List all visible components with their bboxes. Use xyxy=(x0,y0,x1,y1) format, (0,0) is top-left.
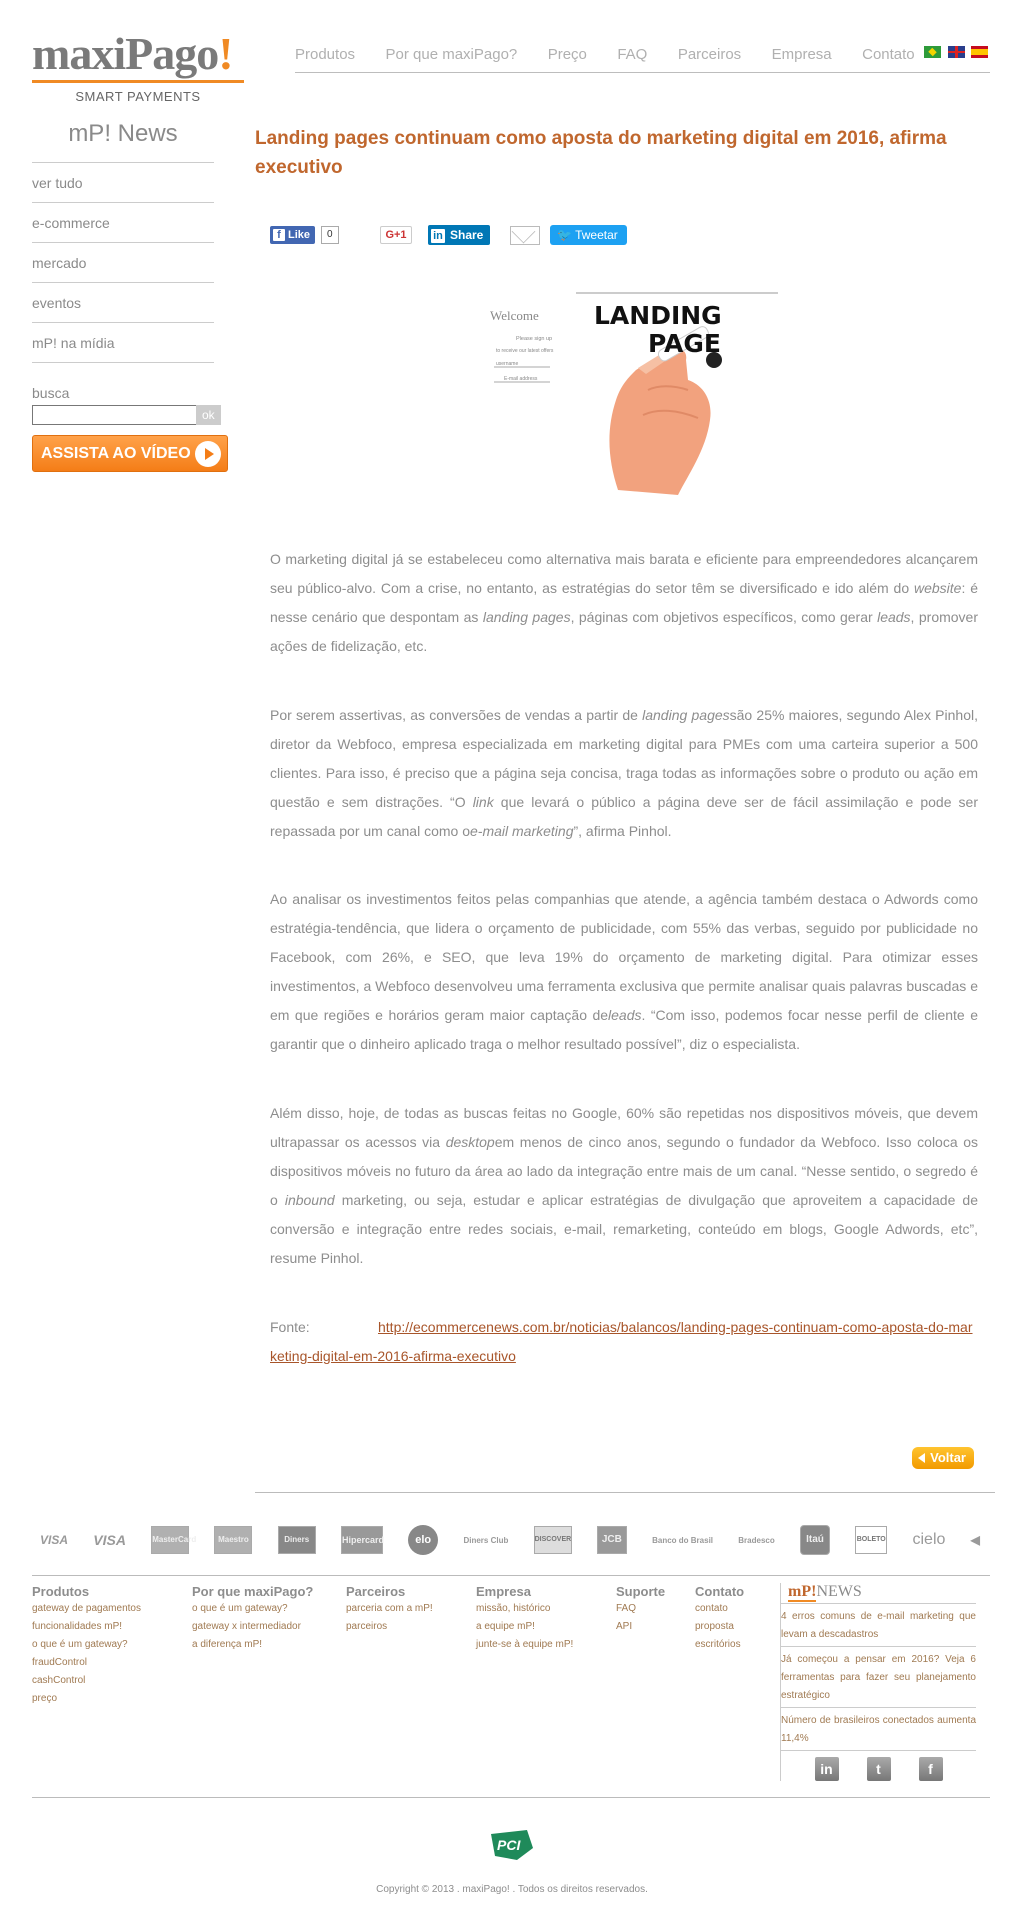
footer-col-produtos xyxy=(32,1583,141,1708)
hero-form-line3: username xyxy=(496,361,519,367)
facebook-icon[interactable]: f xyxy=(919,1757,943,1781)
hero-form-line2: to receive our latest offers xyxy=(496,348,554,354)
sidebar xyxy=(32,120,214,472)
banco-do-brasil-logo: Banco do Brasil xyxy=(652,1535,714,1545)
text-run: O marketing digital já se estabeleceu como alternativa mais barata e eficiente para empreendedores alcançarem seu público-alvo. Com a crise, no entanto, as estratégias do setor têm se diversificado e ido além do xyxy=(270,551,978,596)
footer-col-contato xyxy=(695,1583,744,1654)
text-run-italic: leads xyxy=(608,1007,642,1023)
pci-logo xyxy=(487,1828,537,1862)
mastercard-logo: MasterCard xyxy=(151,1526,189,1554)
watch-video-label: ASSISTA AO VÍDEO xyxy=(41,444,191,462)
text-run: Ao analisar os investimentos feitos pelas companhias que atende, a agência também destaca o Adwords como estratégia-tendência, que lidera o orçamento de publicidade, com 55% das verbas, seguido por publicidade no Facebook, com 26%, e SEO, que leva 19% do orçamento de marketing digital. Para otimizar esses investimentos, a Webfoco desenvolveu uma ferramenta exclusiva que permite analisar quais palavras buscadas e em que regiões e horários geram maior captação de xyxy=(270,891,978,1023)
twitter-icon[interactable]: t xyxy=(867,1757,891,1781)
content-divider xyxy=(255,1492,995,1493)
play-icon xyxy=(195,441,221,467)
text-run: , páginas com objetivos específicos, como gerar xyxy=(570,609,878,625)
footer-link[interactable]: o que é um gateway? xyxy=(192,1603,288,1614)
linkedin-icon: in xyxy=(431,229,445,243)
visa-electron-logo: VISA xyxy=(93,1532,126,1548)
twitter-tweet-button[interactable] xyxy=(550,225,627,245)
nav-parceiros[interactable]: Parceiros xyxy=(677,46,742,63)
footer-divider-top xyxy=(32,1575,990,1576)
text-run-italic: landing pages xyxy=(482,609,571,625)
payment-logos xyxy=(40,1523,980,1557)
logo-wordmark xyxy=(32,30,252,78)
footer-link[interactable]: junte-se à equipe mP! xyxy=(476,1639,574,1650)
footer-link[interactable]: preço xyxy=(32,1693,58,1704)
mp-news-logo xyxy=(781,1583,976,1604)
spain-flag-icon[interactable] xyxy=(971,46,988,58)
text-run: marketing, ou seja, estudar e aplicar estratégias de divulgação que aproveitem a capacidade de conversão e integração entre redes sociais, e-mail, remarketing, conteúdo em blogs, Google Adwords, etc”, resume Pinhol. xyxy=(270,1192,978,1266)
text-run-italic: leads xyxy=(877,609,911,625)
news-link[interactable]: Já começou a pensar em 2016? Veja 6 ferramentas para fazer seu planejamento estratégico xyxy=(781,1647,976,1708)
text-run: Além disso, hoje, de todas as buscas feitas no Google, 60% são repetidas nos dispositivos móveis, que devem ultrapassar os acessos via xyxy=(270,1105,978,1150)
hero-form-line4: E-mail address xyxy=(504,376,538,382)
elo-logo: elo xyxy=(408,1525,438,1555)
text-run-italic: e-mail marketing xyxy=(470,823,574,839)
footer-link[interactable]: proposta xyxy=(695,1621,734,1632)
maestro-logo: Maestro xyxy=(214,1526,252,1554)
facebook-like xyxy=(270,226,339,244)
footer-link[interactable]: gateway de pagamentos xyxy=(32,1603,141,1614)
sidebar-item-ver-tudo[interactable]: ver tudo xyxy=(32,163,214,203)
news-link[interactable]: 4 erros comuns de e-mail marketing que levam a descadastros xyxy=(781,1604,976,1647)
search-input[interactable] xyxy=(32,405,196,425)
sidebar-item-mercado[interactable]: mercado xyxy=(32,243,214,283)
maxipago-logo[interactable] xyxy=(32,30,252,104)
email-share-icon[interactable] xyxy=(510,226,540,245)
twitter-bird-icon: 🐦 xyxy=(557,228,576,242)
footer-link[interactable]: missão, histórico xyxy=(476,1603,551,1614)
more-logos-arrow-icon: ◀ xyxy=(970,1533,980,1547)
nav-produtos[interactable]: Produtos xyxy=(295,46,356,63)
footer-link[interactable]: parceria com a mP! xyxy=(346,1603,433,1614)
footer-heading: Produtos xyxy=(32,1584,90,1599)
itau-logo: Itaú xyxy=(800,1525,830,1555)
diners-club-logo: Diners Club xyxy=(463,1535,509,1545)
footer-news xyxy=(780,1583,976,1781)
twitter-tweet-label: Tweetar xyxy=(575,228,618,242)
sidebar-item-e-commerce[interactable]: e-commerce xyxy=(32,203,214,243)
sidebar-item-eventos[interactable]: eventos xyxy=(32,283,214,323)
google-plus-button[interactable]: G+1 xyxy=(380,226,412,244)
footer-col-suporte xyxy=(616,1583,665,1636)
article-paragraph-3 xyxy=(270,885,978,1059)
article-paragraph-1 xyxy=(270,545,978,661)
text-run: : é nesse cenário que despontam as xyxy=(270,580,978,625)
text-run-italic: desktop xyxy=(445,1134,495,1150)
footer-col-empresa xyxy=(476,1583,573,1654)
footer-link[interactable]: FAQ xyxy=(616,1603,637,1614)
footer-heading: Empresa xyxy=(476,1584,531,1599)
nav-faq[interactable]: FAQ xyxy=(617,46,648,63)
diners-logo: Diners xyxy=(278,1526,316,1554)
text-run: são 25% maiores, segundo Alex Pinhol, diretor da Webfoco, empresa especializada em marketing digital para PMEs com uma carteira superior a 500 clientes. Para isso, é preciso que a página seja concisa, traga todas as informações sobre o produto ou ação em questão e sem distrações. “O xyxy=(270,707,978,810)
social-links xyxy=(781,1757,976,1781)
watch-video-button[interactable] xyxy=(32,435,228,472)
sidebar-title: mP! News xyxy=(32,120,214,163)
facebook-like-count: 0 xyxy=(321,226,339,244)
source-label: Fonte: xyxy=(270,1319,310,1335)
nav-empresa[interactable]: Empresa xyxy=(771,46,832,63)
search-label: busca xyxy=(32,385,70,401)
footer-link[interactable]: contato xyxy=(695,1603,728,1614)
share-bar xyxy=(270,225,630,245)
search-ok-button[interactable]: ok xyxy=(196,405,221,425)
logo-tagline: SMART PAYMENTS xyxy=(75,89,201,104)
logo-name: maxiPago xyxy=(32,28,219,79)
text-run: . “Com isso, podemos focar nesse perfil de cliente e garantir que o dinheiro aplicado traga o melhor resultado possível”, diz o especialista. xyxy=(270,1007,978,1052)
footer-link[interactable]: o que é um gateway? xyxy=(32,1639,128,1650)
footer-link[interactable]: API xyxy=(616,1621,633,1632)
text-run-italic: inbound xyxy=(284,1192,335,1208)
facebook-like-button[interactable] xyxy=(270,226,315,244)
facebook-like-label: Like xyxy=(288,229,311,241)
footer-link[interactable]: fraudControl xyxy=(32,1657,88,1668)
top-navigation xyxy=(295,46,990,73)
linkedin-share-button[interactable] xyxy=(428,225,490,245)
text-run: Por serem assertivas, as conversões de vendas a partir de xyxy=(270,707,643,723)
footer-col-por-que xyxy=(192,1583,313,1654)
hero-headline-landing: LANDING xyxy=(594,301,722,330)
hero-headline-page: PAGE xyxy=(648,329,721,358)
footer-link[interactable]: a diferença mP! xyxy=(192,1639,263,1650)
back-button[interactable]: Voltar xyxy=(912,1447,974,1469)
footer-link[interactable]: cashControl xyxy=(32,1675,86,1686)
cielo-logo: cielo xyxy=(912,1531,946,1548)
discover-logo: DISCOVER xyxy=(534,1526,572,1554)
brazil-flag-icon[interactable] xyxy=(924,46,941,58)
footer-heading: Parceiros xyxy=(346,1584,406,1599)
copyright: Copyright © 2013 . maxiPago! . Todos os direitos reservados. xyxy=(376,1884,648,1895)
pci-logo-text: PCI xyxy=(497,1837,521,1853)
text-run-italic: website xyxy=(913,580,962,596)
nav-preco[interactable]: Preço xyxy=(547,46,587,63)
article-paragraph-4 xyxy=(270,1099,978,1273)
source-link[interactable]: http://ecommercenews.com.br/noticias/balancos/landing-pages-continuam-como-aposta-do-marketing-digital-em-2016-afirma-executivo xyxy=(270,1319,973,1364)
search-form xyxy=(32,405,214,425)
footer-heading: Suporte xyxy=(616,1584,666,1599)
text-run-italic: landing pages xyxy=(642,707,730,723)
linkedin-icon[interactable]: in xyxy=(815,1757,839,1781)
jcb-logo: JCB xyxy=(597,1526,627,1554)
text-run-italic: link xyxy=(472,794,494,810)
footer-link[interactable]: parceiros xyxy=(346,1621,388,1632)
hipercard-logo: Hipercard xyxy=(341,1526,383,1554)
footer-col-parceiros xyxy=(346,1583,433,1636)
footer-link[interactable]: funcionalidades mP! xyxy=(32,1621,123,1632)
logo-underline xyxy=(32,80,244,83)
footer-heading: Contato xyxy=(695,1584,745,1599)
text-run: em menos de cinco anos, segundo o fundador da Webfoco. Isso coloca os dispositivos móveis no futuro da área ao lado da integração entre mais de um canal. “Nesse sentido, o segredo é o xyxy=(270,1134,979,1208)
facebook-icon: f xyxy=(273,229,285,241)
mp-news-logo-news: NEWS xyxy=(816,1583,862,1600)
linkedin-share-label: Share xyxy=(450,228,484,242)
text-run: ”, afirma Pinhol. xyxy=(573,823,672,839)
sidebar-item-mp-na-midia[interactable]: mP! na mídia xyxy=(32,323,214,363)
text-run: que levará o público a página deve ser de fácil assimilação e pode ser repassada por um canal como o xyxy=(270,794,978,839)
footer-divider-bottom xyxy=(32,1797,990,1798)
hero-form-line1: Please sign up xyxy=(516,336,553,342)
article-paragraph-2 xyxy=(270,701,978,846)
logo-bang: ! xyxy=(218,28,233,79)
bradesco-logo: Bradesco xyxy=(738,1535,775,1545)
landing-page-illustration xyxy=(488,290,778,495)
footer-link[interactable]: a equipe mP! xyxy=(476,1621,535,1632)
language-flags xyxy=(922,46,988,64)
uk-flag-icon[interactable] xyxy=(948,46,965,58)
footer-link[interactable]: escritórios xyxy=(695,1639,741,1650)
nav-por-que-maxipago[interactable]: Por que maxiPago? xyxy=(385,46,518,63)
article-title: Landing pages continuam como aposta do marketing digital em 2016, afirma executivo xyxy=(255,128,947,178)
mp-news-logo-mp: mP! xyxy=(788,1583,817,1600)
hero-welcome-text: Welcome xyxy=(490,308,539,323)
visa-logo: VISA xyxy=(40,1533,69,1547)
news-link[interactable]: Número de brasileiros conectados aumenta 11,4% xyxy=(781,1708,976,1751)
boleto-logo: BOLETO xyxy=(855,1526,887,1554)
nav-contato[interactable]: Contato xyxy=(862,46,915,63)
footer-heading: Por que maxiPago? xyxy=(192,1584,314,1599)
text-run: , promover ações de fidelização, etc. xyxy=(270,609,978,654)
footer-link[interactable]: gateway x intermediador xyxy=(192,1621,301,1632)
